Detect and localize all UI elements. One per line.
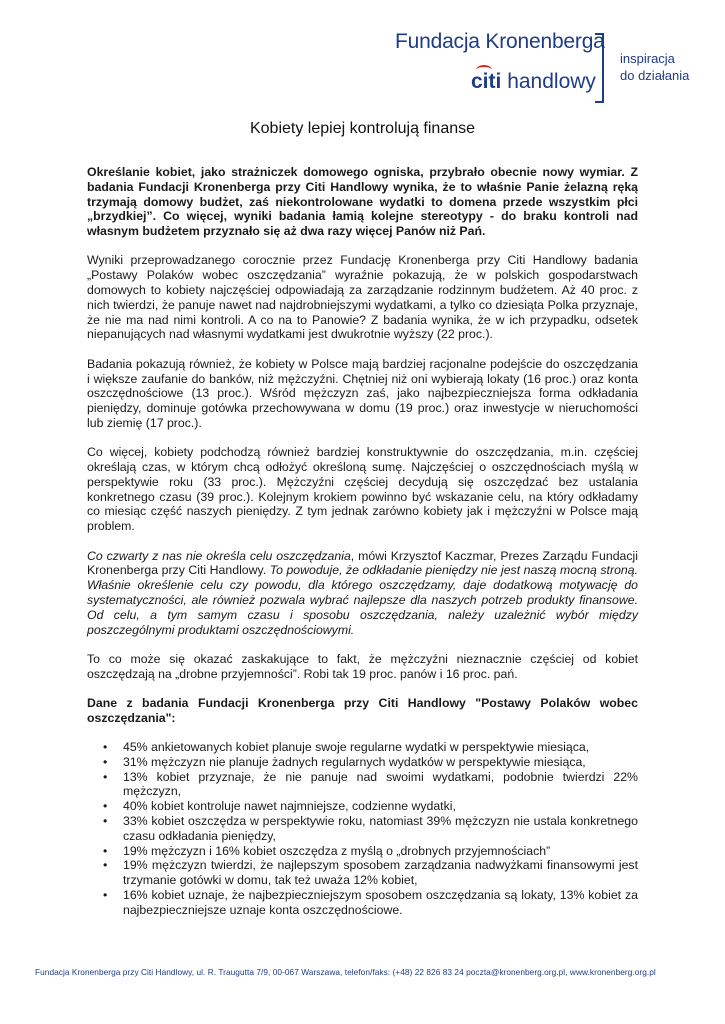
list-item: • 31% mężczyzn nie planuje żadnych regularnych wydatków w perspektywie miesiąca, [103, 754, 586, 769]
bullet-icon: • [103, 754, 108, 769]
tagline-line1: inspiracja [620, 51, 675, 66]
page-title: Kobiety lepiej kontrolują finanse [249, 120, 476, 137]
quote-italic-2: To powoduje, że odkładanie pieniędzy nie jest naszą mocną stroną. Właśnie określenie celu czy powodu, dla którego oszczędzamy, daje dodatkową motywację do systematyczności, ale również pozwala wybrać najlepsze dla naszych potrzeb produkty finansowe. Od celu, a tym samym czasu i sposobu oszczędzania, należy uzależnić wybór między poszczególnymi produktami oszczędnościowymi. [87, 563, 638, 637]
tagline [620, 50, 689, 84]
quote-italic-1: Co czwarty z nas nie określa celu oszczędzania [87, 548, 351, 563]
tagline-line2: do działania [620, 68, 690, 83]
bullet-icon: • [103, 740, 108, 754]
logo-bracket [595, 33, 604, 103]
handlowy-wordmark: handlowy [507, 70, 596, 93]
citi-handlowy-logo [471, 70, 596, 94]
lead-paragraph: Określanie kobiet, jako strażniczek domowego ogniska, przybrało obecnie nowy wymiar. Z badania Fundacji Kronenberga przy Citi Handlowy wynika, że to właśnie Panie żelazną ręką trzymają domowy budżet, zaś niekontrolowane wydatki to domena przede wszystkim płci „brzydkiej”. Co więcej, wyniki badania łamią kolejne stereotypy - do braku kontroli nad własnym budżetem przyznało się aż dwa razy więcej Panów niż Pań. [87, 165, 638, 239]
bullet-icon: • [103, 799, 108, 814]
data-heading: Dane z badania Fundacji Kronenberga przy Citi Handlowy "Postawy Polaków wobec oszczędzania": [87, 695, 638, 725]
paragraph: Co więcej, kobiety podchodzą również bardziej konstruktywnie do oszczędzania, m.in. częściej określają czas, w którym chcą odłożyć określoną sumę. Najczęściej o oszczędnościach myślą w perspektywie roku (33 proc.). Mężczyźni częściej decydują się oszczędzać bez ustalania konkretnego czasu (39 proc.). Kolejnym krokiem powinno być wskazanie celu, na który odkładamy co miesiąc część naszych pieniędzy. Z tym jednak zarówno kobiety jak i mężczyźni w Polsce mają problem. [87, 445, 638, 534]
article-body [87, 165, 638, 918]
bullet-icon: • [103, 843, 108, 858]
list-item: • 19% mężczyzn twierdzi, że najlepszym sposobem zarządzania nadwyżkami finansowymi jest trzymanie gotówki w domu, tak też uważa 12% kobiet, [103, 858, 638, 888]
paragraph: Wyniki przeprowadzanego corocznie przez Fundację Kronenberga przy Citi Handlowy badania „Postawy Polaków wobec oszczędzania” wyraźnie pokazują, że w polskich gospodarstwach domowych to kobiety najczęściej odpowiadają za zarządzanie rodzinnym budżetem. Aż 40 proc. z nich twierdzi, że panuje nawet nad najdrobniejszymi wydatkami, a tylko co dziesiąta Polka przyznaje, że nie ma nad nimi kontroli. A co na to Panowie? Z badania wynika, że w ich przypadku, odsetek niepanujących nad własnymi wydatkami jest dwukrotnie wyższy (22 proc.). [87, 253, 638, 342]
bullet-icon: • [103, 858, 108, 873]
list-item: • 13% kobiet przyznaje, że nie panuje nad swoimi wydatkami, podobnie twierdzi 22% mężczyzn, [103, 769, 638, 799]
bullet-icon: • [103, 769, 108, 784]
citi-arc-icon [476, 65, 492, 75]
stats-list [87, 740, 638, 918]
quote-paragraph [87, 549, 638, 638]
header-logo [395, 30, 705, 105]
org-name: Fundacja Kronenberga [395, 30, 605, 53]
list-item: • 45% ankietowanych kobiet planuje swoje regularne wydatki w perspektywie miesiąca, [103, 740, 590, 754]
citi-wordmark: citi [471, 70, 501, 93]
paragraph: To co może się okazać zaskakujące to fakt, że mężczyźni nieznacznie częściej od kobiet oszczędzają na „drobne przyjemności”. Robi tak 19 proc. panów i 16 proc. pań. [87, 651, 638, 681]
list-item: • 16% kobiet uznaje, że najbezpieczniejszym sposobem oszczędzania są lokaty, 13% kobiet za najbezpieczniejsze uznaje konta oszczędnościowe. [103, 887, 638, 917]
paragraph: Badania pokazują również, że kobiety w Polsce mają bardziej racjonalne podejście do oszczędzania i większe zaufanie do banków, niż mężczyźni. Chętniej niż oni wybierają lokaty (16 proc.) oraz konta oszczędnościowe (13 proc.). Wśród mężczyzn zaś, jako najbezpieczniejsza forma odkładania pieniędzy, dominuje gotówka przechowywana w domu (19 proc.) oraz inwestycje w nieruchomości lub ziemię (17 proc.). [87, 356, 638, 430]
footer-address: Fundacja Kronenberga przy Citi Handlowy, ul. R. Traugutta 7/9, 00-067 Warszawa, telefon/faks: (+48) 22 826 83 24 poczta@kronenberg.org.pl, www.kronenberg.org.pl [35, 967, 656, 977]
list-item: • 40% kobiet kontroluje nawet najmniejsze, codzienne wydatki, [103, 799, 456, 814]
list-item: • 33% kobiet oszczędza w perspektywie roku, natomiast 39% mężczyzn nie ustala konkretnego czasu odkładania pieniędzy, [103, 813, 638, 843]
bullet-icon: • [103, 813, 108, 828]
list-item: • 19% mężczyzn i 16% kobiet oszczędza z myślą o „drobnych przyjemnościach” [103, 843, 551, 858]
quote-attribution: , mówi Krzysztof Kaczmar, Prezes Zarządu Fundacji Kronenberga przy Citi Handlowy. [87, 548, 638, 578]
bullet-icon: • [103, 887, 108, 902]
